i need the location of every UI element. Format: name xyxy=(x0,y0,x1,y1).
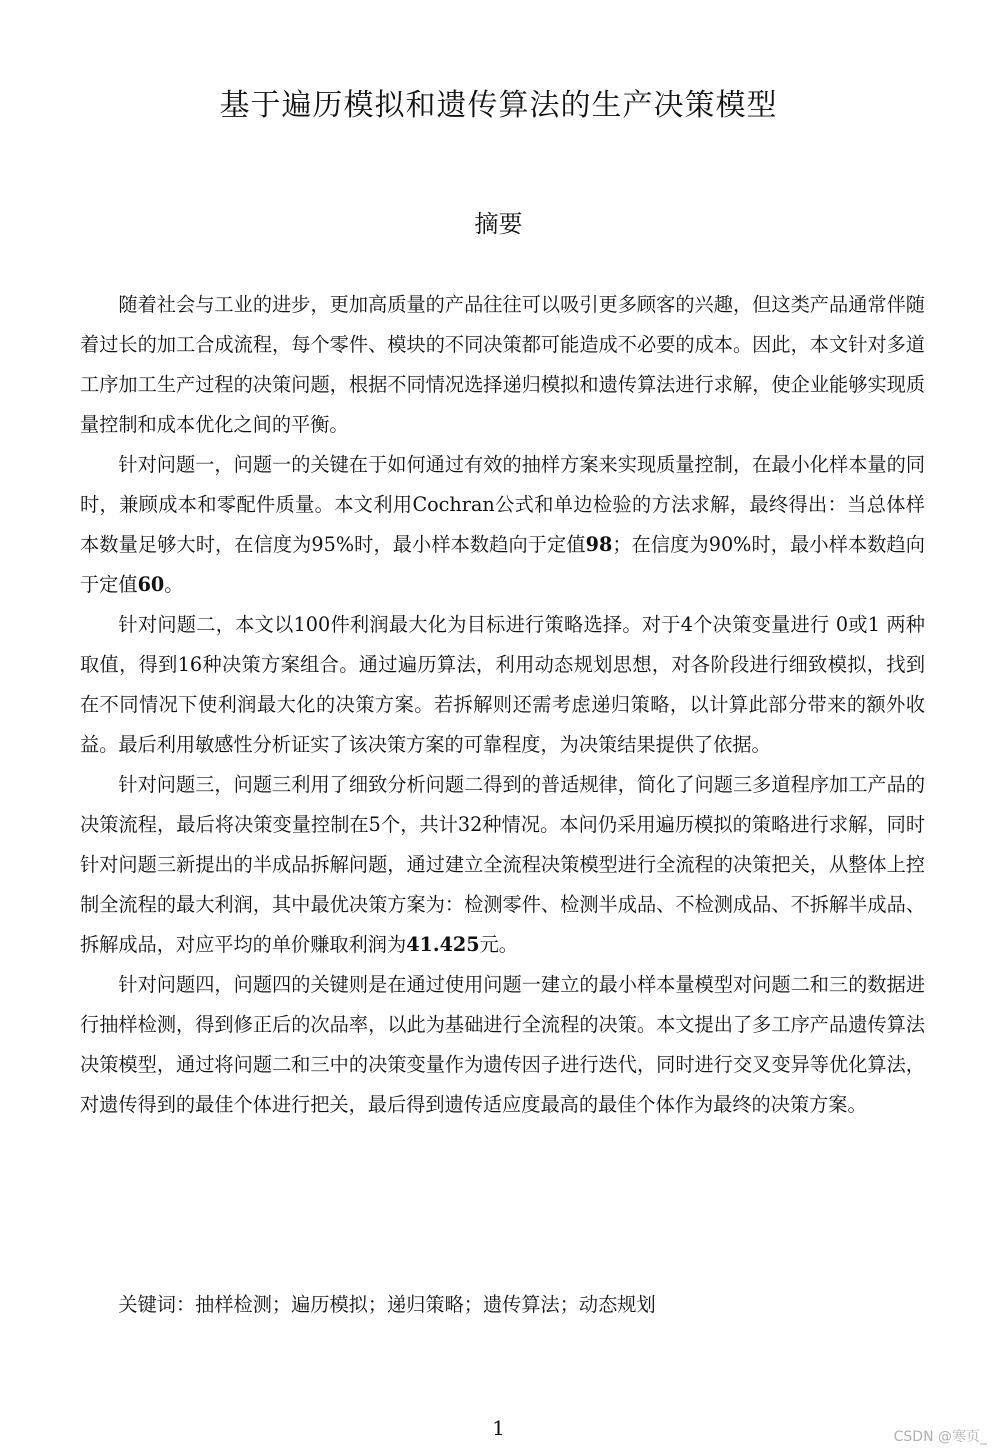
text-run: ，找到在不同情况下使利润最大化的决策方案。若拆解则还需考虑 xyxy=(80,653,926,716)
watermark-text: CSDN @寒页_ xyxy=(893,1429,987,1445)
text-run: 元。 xyxy=(479,933,518,956)
question-lead: 针对问题四 xyxy=(118,973,215,996)
text-run: ，问题三利用了细致分析问题二得到的普适规律，简化了问题三多道程序加工产品的决策流程，最后将决策变量控制在5个，共计32种情况。本问仍采用 xyxy=(80,773,926,836)
keywords-line: 关键词：抽样检测；遍历模拟；递归策略；遗传算法；动态规划 xyxy=(118,1293,656,1316)
text-run: 。 xyxy=(164,573,184,596)
abstract-paragraph-q1 xyxy=(80,445,925,605)
bold-number: 98 xyxy=(585,533,613,556)
text-run: 证实了该决策方案的可靠程度，为决策结果提供了依据。 xyxy=(291,733,771,756)
text-run: ，问题一的关键在于如何通过有效的抽样方案来实现质量控制，在最小化样本量的同时，兼顾成本和零配件质量。本文利用Cochran公式和单边检验的方法求解，最终得出：当总体样本数量足够大时，在信度为95%时，最小样本数趋向于定值 xyxy=(80,453,926,556)
abstract-heading: 摘要 xyxy=(474,210,523,238)
abstract-paragraph-q4 xyxy=(80,965,925,1125)
text-run: 决策模型，通过将问题二和三中的决策变量作为遗传因子进行迭代，同时进行交叉变异等优化算法，对遗传得到的最佳个体进行把关，最后得到遗传适应度最高的最佳个体作为最终的决策方案。 xyxy=(80,1053,925,1116)
text-run: ，问题四的关键则是在通过使用问题一建立的最小样本量模型对问题二和三的数据进行抽样检测，得到修正后的次品率，以此为基础进行全流程的决策。本文提出了多工序产品 xyxy=(80,973,926,1036)
text-run: 思想，对各阶段进行细致 xyxy=(612,653,828,676)
keyword-highlight: 遍历模拟 xyxy=(655,813,733,836)
text-run: ，对应平均的单价赚取利润为 xyxy=(156,933,407,956)
keyword-highlight: 遗传算法 xyxy=(598,373,676,396)
question-lead: 针对问题三 xyxy=(118,773,215,796)
abstract-paragraph-q2 xyxy=(80,605,925,765)
text-run: ，利用 xyxy=(476,653,535,676)
abstract-body xyxy=(80,285,925,1125)
keyword-highlight: 递归策略 xyxy=(591,693,670,716)
keyword-highlight: 敏感性分析 xyxy=(195,733,292,756)
keyword-highlight: 递归模拟 xyxy=(502,373,580,396)
text-run: 随着社会与工业的进步，更加高质量的产品往往可以吸引更多顾客的兴趣，但这类产品通常伴随着过长的加工合成流程，每个零件、模块的不同决策都可能造成不必要的成本。因此，本文针对多道工序加工生产过程的决策问题，根据不同情况选择 xyxy=(80,293,925,396)
text-run: 进行求解，使企业能够实现质量控制和成本优化之间的平衡。 xyxy=(80,373,926,436)
abstract-paragraph-intro xyxy=(80,285,925,445)
text-run: ，本文以100件利润最大化为目标进行策略选择。对于4个决策变量进行 0或1 两种取值，得到16种决策方案组合。通过 xyxy=(80,613,925,676)
keyword-highlight: 动态规划 xyxy=(534,653,613,676)
question-lead: 针对问题一 xyxy=(118,453,215,476)
keyword-highlight: 模拟 xyxy=(827,653,867,676)
keyword-highlight: 检测零件、检测半成品、不检测成品、不拆解半成品、拆解成品 xyxy=(80,893,926,956)
text-run: 的策略进行求解，同时针对问题三新提出的半成品拆解问题，通过建立全流程决策模型进行全流程的决策把关，从整体上控制全流程的最大利润，其中最优决策方案为： xyxy=(80,813,926,916)
keyword-highlight: 遍历算法 xyxy=(397,653,476,676)
bold-number: 60 xyxy=(137,573,165,596)
text-run: ，以计算此部分带来的额外收益。最后利用 xyxy=(80,693,926,756)
question-lead: 针对问题二 xyxy=(118,613,216,636)
text-run: 和 xyxy=(579,373,599,396)
text-run: ；在信度为90%时，最小样本数趋向于定值 xyxy=(80,533,925,596)
abstract-paragraph-q3 xyxy=(80,765,925,965)
paper-title: 基于遍历模拟和遗传算法的生产决策模型 xyxy=(219,88,778,123)
page-number: 1 xyxy=(492,1416,505,1440)
bold-number: 41.425 xyxy=(406,933,480,956)
keyword-highlight: 遗传算法 xyxy=(848,1013,926,1036)
